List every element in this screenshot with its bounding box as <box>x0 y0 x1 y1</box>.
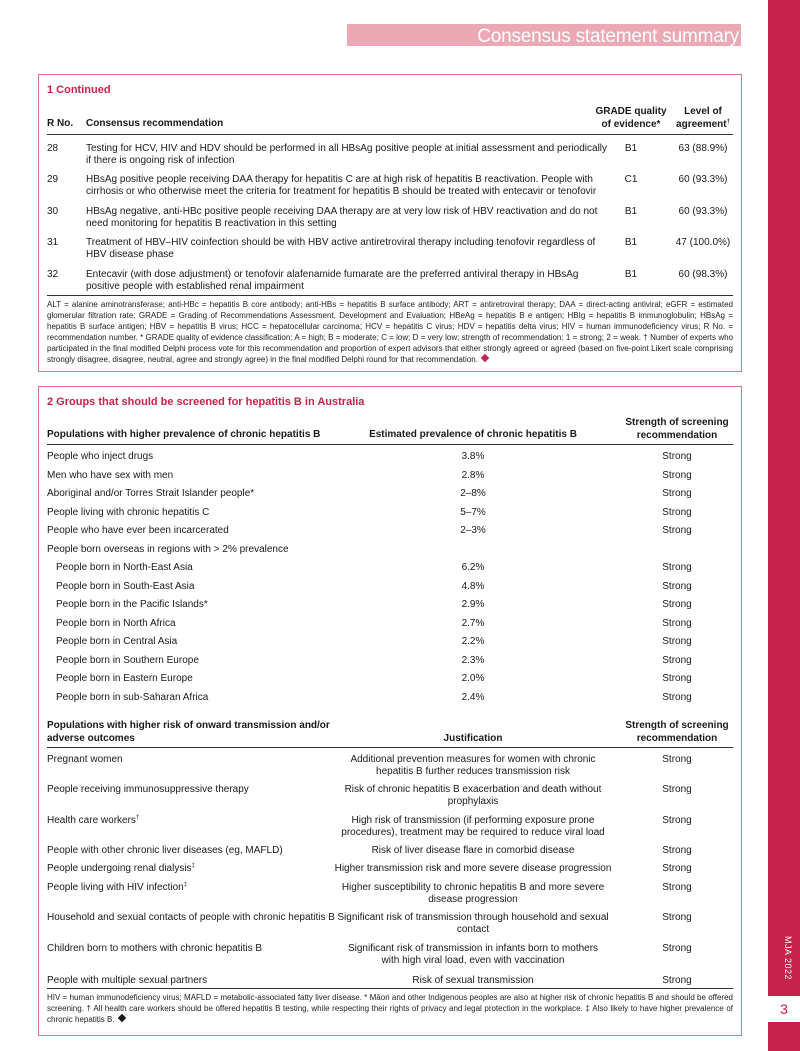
population-name-text: Children born to mothers with chronic hepatitis B <box>47 943 263 954</box>
prevalence-value: 6.2% <box>461 562 485 573</box>
agreement-value: 60 (98.3%) <box>678 269 728 280</box>
agreement-value: 63 (88.9%) <box>678 143 728 154</box>
strength-value: Strong <box>662 673 692 684</box>
population-name: People living with chronic hepatitis C <box>47 506 210 518</box>
population-name <box>47 844 283 857</box>
grade-value: B1 <box>624 237 638 248</box>
strength-value: Strong <box>662 863 692 874</box>
rec-text-line1: Treatment of HBV–HIV coinfection should be with HBV active antiretroviral therapy including tenofovir regardless of <box>86 237 596 248</box>
justification-line1: High risk of transmission (if performing exposure prone <box>351 815 595 826</box>
col-rec-header: Consensus recommendation <box>86 118 224 129</box>
population-name: People born in Central Asia <box>56 636 178 647</box>
end-diamond-icon <box>117 1014 125 1022</box>
prevalence-value: 2.7% <box>461 617 485 629</box>
end-diamond-icon <box>481 354 489 362</box>
col-grade-header-l2: of evidence* <box>601 118 661 130</box>
header-rule-2 <box>47 747 733 748</box>
justification-line2: with high viral load, even with vaccination <box>381 955 565 966</box>
table-1-end-rule <box>47 295 733 296</box>
grade-value: B1 <box>624 269 638 280</box>
rec-number: 29 <box>47 174 59 185</box>
population-name-text: People with multiple sexual partners <box>47 975 208 986</box>
col-population-header-2-l2: adverse outcomes <box>47 732 135 744</box>
col-strength-header <box>617 417 737 442</box>
strength-value: Strong <box>662 451 692 462</box>
col-justification-header: Justification <box>443 733 503 744</box>
strength-value: Strong <box>662 488 692 499</box>
population-name: Aboriginal and/or Torres Strait Islander people* <box>47 488 255 499</box>
justification-line1: Higher transmission risk and more severe disease progression <box>334 863 612 874</box>
population-name-text: People receiving immunosuppressive therapy <box>47 784 249 795</box>
strength-value: Strong <box>662 845 692 856</box>
col-strength-header-2 <box>617 720 737 745</box>
agreement-value: 47 (100.0%) <box>675 237 731 248</box>
population-name-text: Pregnant women <box>47 754 123 765</box>
prevalence-value: 2.2% <box>461 636 485 647</box>
rec-number: 28 <box>47 143 59 154</box>
header-rule <box>47 444 733 445</box>
prevalence-value: 2.9% <box>461 599 485 610</box>
justification-line2: disease progression <box>428 894 518 905</box>
population-name <box>47 974 207 987</box>
header-banner <box>347 24 741 46</box>
grade-value: B1 <box>624 206 638 217</box>
footnote-marker: † <box>135 815 140 821</box>
prevalence-value: 2.8% <box>461 469 485 481</box>
strength-value: Strong <box>662 562 692 573</box>
col-level-header-l2 <box>667 119 739 132</box>
justification-line2: hepatitis B further reduces transmission risk <box>376 766 570 777</box>
col-strength-header-2-l1: Strength of screening <box>625 720 729 731</box>
population-name <box>47 862 195 875</box>
population-name <box>47 881 187 894</box>
population-name: People born in Southern Europe <box>56 654 199 666</box>
rec-number: 31 <box>47 237 59 248</box>
col-level-header-sup: † <box>726 118 730 125</box>
population-name <box>47 783 249 796</box>
population-name: People who have ever been incarcerated <box>47 525 229 536</box>
grade-value: B1 <box>624 143 638 154</box>
table-1-title: 1 Continued <box>47 84 111 96</box>
table-1-footnote-text: ALT = alanine aminotransferase; anti-HBc = hepatitis B core antibody; anti-HBs = hepatitis B surface antibody; ART = antiretroviral therapy; DAA = direct-acting antiviral; eGFR = estimated glomerular filtration rate; GRADE = Grading of Recommendations Assessment, Development and Evaluation; HBeAg = hepatitis B e antigen; HBIg = hepatitis B immunoglobulin; HBsAg = hepatitis B surface antigen; HBV = hepatitis B virus; HCC = hepatocellular carcinoma; HCV = hepatitis C virus; HDV = hepatitis delta virus; HIV = human immunodeficiency virus; R No. = recommendation number. * GRADE quality of evidence classification: A = high; B = moderate; C = low; D = very low; strength of recommendation: 1 = strong; 2 = weak. † Number of experts who participated in the final modified Delphi process vote for this recommendation and proportion of expert advisors that either strongly agreed or agreed (based on five-point Likert scale comprising strongly disagree, disagree, neutral, agree and strongly agree) in the final modified Delphi round for that recommendation. <box>47 300 733 364</box>
agreement-value: 60 (93.3%) <box>678 206 728 217</box>
population-name: People born in the Pacific Islands* <box>56 599 208 610</box>
col-prevalence-header: Estimated prevalence of chronic hepatitis B <box>369 429 577 440</box>
strength-value: Strong <box>662 943 692 954</box>
journal-label: MJA 2022 <box>783 935 793 981</box>
strength-value: Strong <box>662 506 692 518</box>
population-name-text: People with other chronic liver diseases (eg, MAFLD) <box>47 845 283 856</box>
col-strength-header-l1: Strength of screening <box>625 417 729 428</box>
justification-line2: prophylaxis <box>447 796 499 807</box>
strength-value: Strong <box>662 599 692 610</box>
prevalence-value: 2–3% <box>460 525 486 536</box>
header-rule <box>47 134 733 135</box>
col-grade-header <box>583 106 679 131</box>
table-2-footnote <box>47 992 733 1025</box>
side-strip <box>768 0 800 1051</box>
strength-value: Strong <box>662 912 692 923</box>
col-strength-header-l2: recommendation <box>636 429 718 441</box>
rec-text-line1: HBsAg positive people receiving DAA therapy for hepatitis C are at high risk of hepatitis B reactivation. People with <box>86 174 593 185</box>
strength-value: Strong <box>662 754 692 765</box>
justification-line1: Additional prevention measures for women with chronic <box>350 754 596 765</box>
population-name: People born in Eastern Europe <box>56 673 193 684</box>
strength-value: Strong <box>662 815 692 826</box>
table-1-box <box>38 74 742 372</box>
rec-text-line2: if there is ongoing risk of infection <box>86 155 235 166</box>
population-name: People born in North Africa <box>56 617 176 629</box>
strength-value: Strong <box>662 882 692 893</box>
justification-line1: Higher susceptibility to chronic hepatitis B and more severe <box>341 882 605 893</box>
justification-line2: contact <box>456 924 490 935</box>
col-population-header: Populations with higher prevalence of chronic hepatitis B <box>47 429 321 440</box>
rec-number: 32 <box>47 269 59 280</box>
population-name: People born overseas in regions with > 2% prevalence <box>47 543 289 555</box>
rec-text-line2: HBV disease phase <box>86 249 174 260</box>
prevalence-value: 4.8% <box>461 580 485 592</box>
page-title: Consensus statement summary <box>477 26 739 47</box>
agreement-value: 60 (93.3%) <box>678 174 728 185</box>
population-name <box>47 911 335 924</box>
table-2-box <box>38 386 742 1036</box>
population-name: People born in sub-Saharan Africa <box>56 691 209 703</box>
prevalence-value: 2.0% <box>461 673 485 684</box>
population-name-text: Household and sexual contacts of people with chronic hepatitis B <box>47 912 335 923</box>
rec-text-line1: Entecavir (with dose adjustment) or tenofovir alafenamide fumarate are the preferred antiviral therapy in HBsAg <box>86 269 579 280</box>
population-name: People who inject drugs <box>47 451 154 462</box>
rec-text-line2: positive people with established renal impairment <box>86 281 304 292</box>
rec-text-line1: HBsAg negative, anti-HBc positive people receiving DAA therapy are at very low risk of HBV reactivation and do not <box>86 206 598 217</box>
table-1-footnote <box>47 299 733 365</box>
strength-value: Strong <box>662 975 692 986</box>
strength-value: Strong <box>662 469 692 481</box>
prevalence-value: 2–8% <box>460 488 486 499</box>
justification-line1: Significant risk of transmission in infants born to mothers <box>347 943 599 954</box>
col-level-header <box>667 106 739 131</box>
rec-text-line2: need monitoring for hepatitis B reactivation in this setting <box>86 218 337 229</box>
col-population-header-2-l1: Populations with higher risk of onward transmission and/or <box>47 720 330 731</box>
population-name: Men who have sex with men <box>47 469 174 481</box>
population-name-text: People undergoing renal dialysis <box>47 863 192 874</box>
population-name: People born in South-East Asia <box>56 580 195 592</box>
prevalence-value: 2.3% <box>461 654 485 666</box>
justification-line1: Risk of chronic hepatitis B exacerbation and death without <box>344 784 602 795</box>
population-name <box>47 753 123 766</box>
justification-line2: procedures), treatment may be required to reduce viral load <box>341 827 605 838</box>
col-level-header-text: agreement <box>676 118 727 130</box>
justification-line1: Risk of sexual transmission <box>412 975 534 986</box>
prevalence-value: 2.4% <box>461 691 485 703</box>
col-grade-header-l1: GRADE quality <box>595 106 667 117</box>
page-number: 3 <box>768 996 800 1022</box>
strength-value: Strong <box>662 784 692 795</box>
table-2-title: 2 Groups that should be screened for hepatitis B in Australia <box>47 396 365 408</box>
rec-text-line1: Testing for HCV, HIV and HDV should be performed in all HBsAg positive people at initial assessment and periodically <box>86 143 608 154</box>
footnote-marker: ‡ <box>183 882 188 888</box>
rec-number: 30 <box>47 206 59 217</box>
col-strength-header-2-l2: recommendation <box>636 732 718 744</box>
justification-line1: Risk of liver disease flare in comorbid disease <box>371 845 575 856</box>
strength-value: Strong <box>662 617 692 629</box>
table-2-footnote-text: HIV = human immunodeficiency virus; MAFLD = metabolic-associated fatty liver disease. * Māori and other Indigenous peoples are also at higher risk of chronic hepatitis B and should be offered screening. † All health care workers should be offered hepatitis B testing, while respecting their rights of privacy and legal protection in the workplace. ‡ Also likely to have higher prevalence of chronic hepatitis B. <box>47 993 733 1024</box>
grade-value: C1 <box>624 174 638 185</box>
population-name <box>47 942 262 955</box>
strength-value: Strong <box>662 636 692 647</box>
population-name: People born in North-East Asia <box>56 562 193 573</box>
strength-value: Strong <box>662 580 692 592</box>
prevalence-value: 5–7% <box>460 506 486 518</box>
col-level-header-l1: Level of <box>684 106 722 117</box>
col-rno-header: R No. <box>47 118 74 129</box>
rec-text-line2: cirrhosis or who otherwise meet the criteria for treatment for hepatitis B should be treated with entecavir or tenofovir <box>86 186 597 197</box>
strength-value: Strong <box>662 654 692 666</box>
footnote-marker: ‡ <box>191 863 195 869</box>
population-name <box>47 814 139 827</box>
prevalence-value: 3.8% <box>461 451 485 462</box>
table-2-end-rule <box>47 988 733 989</box>
col-population-header-2 <box>47 720 330 745</box>
strength-value: Strong <box>662 525 692 536</box>
population-name-text: People living with HIV infection <box>47 882 184 893</box>
justification-line1: Significant risk of transmission through household and sexual <box>337 912 609 923</box>
strength-value: Strong <box>662 691 692 703</box>
population-name-text: Health care workers <box>47 815 136 826</box>
